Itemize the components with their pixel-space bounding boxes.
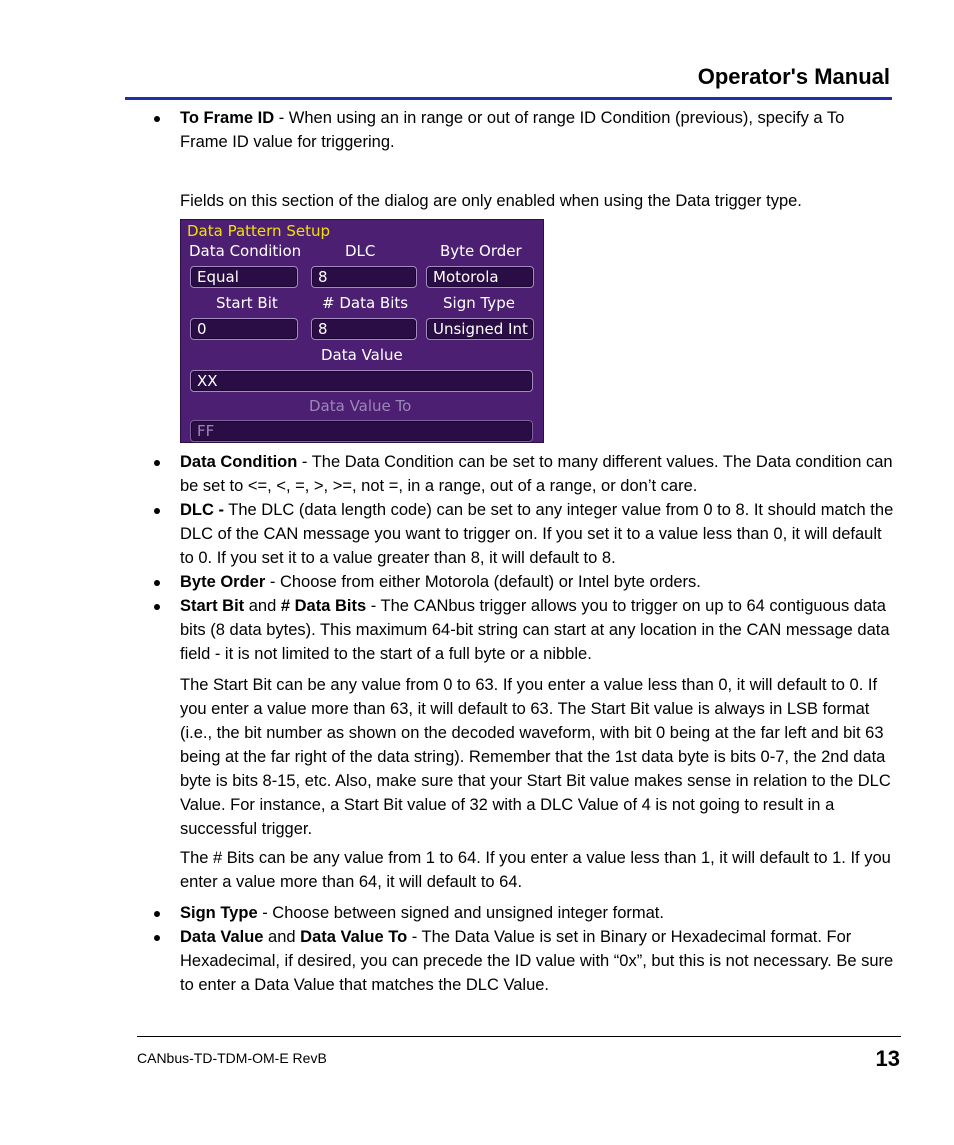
conjunction: and	[263, 928, 301, 946]
start-bit-label: Start Bit	[216, 294, 278, 312]
start-bit-field[interactable]: 0	[190, 318, 298, 340]
term-dlc: DLC -	[180, 501, 224, 519]
term-data-value: Data Value	[180, 928, 264, 946]
intro-bullet-list	[150, 106, 895, 154]
list-item-data-condition	[150, 450, 895, 498]
data-value-to-label: Data Value To	[309, 397, 412, 415]
list-item-byte-order	[150, 570, 895, 594]
data-pattern-setup-dialog	[180, 219, 544, 443]
desc-data-condition: - The Data Condition can be set to many different values. The Data condition can be set to <=, <, =, >, >=, not =, in a range, out of a range, or don’t care.	[180, 453, 893, 495]
field-description-list	[150, 450, 895, 666]
desc-byte-order: - Choose from either Motorola (default) or Intel byte orders.	[265, 573, 701, 591]
dlc-label: DLC	[345, 242, 376, 260]
desc-data-value: - The Data Value is set in Binary or Hexadecimal format. For Hexadecimal, if desired, you can precede the ID value with “0x”, but this is not necessary. Be sure to enter a Data Value that matches the DLC Value.	[180, 928, 894, 994]
data-condition-field[interactable]: Equal	[190, 266, 298, 288]
footer-rule	[137, 1036, 901, 1037]
data-value-label: Data Value	[321, 346, 403, 364]
list-item-to-frame-id	[150, 106, 895, 154]
data-value-field[interactable]: XX	[190, 370, 533, 392]
sign-type-field[interactable]: Unsigned Int	[426, 318, 534, 340]
data-value-to-field[interactable]: FF	[190, 420, 533, 442]
dlc-field[interactable]: 8	[311, 266, 417, 288]
sign-type-label: Sign Type	[443, 294, 515, 312]
header-rule	[125, 97, 892, 100]
dialog-title: Data Pattern Setup	[187, 222, 330, 240]
term-byte-order: Byte Order	[180, 573, 266, 591]
term-to-frame-id: To Frame ID	[180, 109, 275, 127]
header-title: Operator's Manual	[697, 64, 890, 89]
footer-doc-id: CANbus-TD-TDM-OM-E RevB	[137, 1050, 327, 1066]
conjunction: and	[244, 597, 281, 615]
data-bits-label: # Data Bits	[322, 294, 409, 312]
list-item-start-bit	[150, 594, 895, 666]
intro-paragraph: Fields on this section of the dialog are only enabled when using the Data trigger type.	[180, 192, 802, 210]
start-bit-paragraph: The Start Bit can be any value from 0 to 63. If you enter a value less than 0, it will default to 0. If you enter a value more than 63, it will default to 63. The Start Bit value is always in LSB format (i.e., the bit number as shown on the decoded waveform, with bit 0 being at the far left and bit 63 being at the far right of the data string). Remember that the 1st data byte is bits 0-7, the 2nd data byte is bits 8-15, etc. Also, make sure that your Start Bit value makes sense in relation to the DLC Value. For instance, a Start Bit value of 32 with a DLC Value of 4 is not going to result in a successful trigger.	[180, 676, 891, 838]
byte-order-label: Byte Order	[440, 242, 522, 260]
desc-sign-type: - Choose between signed and unsigned integer format.	[257, 904, 664, 922]
term-sign-type: Sign Type	[180, 904, 258, 922]
list-item-sign-type	[150, 901, 895, 925]
term-start-bit: Start Bit	[180, 597, 245, 615]
term-data-condition: Data Condition	[180, 453, 298, 471]
desc-dlc: The DLC (data length code) can be set to any integer value from 0 to 8. It should match the DLC of the CAN message you want to trigger on. If you set it to a value less than 0, it will default to 0. If you set it to a value greater than 8, it will default to 8.	[180, 501, 894, 567]
desc-to-frame-id: - When using an in range or out of range ID Condition (previous), specify a To Frame ID value for triggering.	[180, 109, 845, 151]
field-description-list-2	[150, 901, 895, 997]
bits-paragraph: The # Bits can be any value from 1 to 64. If you enter a value less than 1, it will default to 1. If you enter a value more than 64, it will default to 64.	[180, 849, 891, 891]
list-item-dlc	[150, 498, 895, 570]
list-item-data-value	[150, 925, 895, 997]
data-bits-field[interactable]: 8	[311, 318, 417, 340]
byte-order-field[interactable]: Motorola	[426, 266, 534, 288]
data-condition-label: Data Condition	[189, 242, 302, 260]
term-data-value-to: Data Value To	[300, 928, 408, 946]
term-data-bits: # Data Bits	[280, 597, 367, 615]
page-number: 13	[875, 1046, 900, 1071]
desc-start-bit: - The CANbus trigger allows you to trigger on up to 64 contiguous data bits (8 data bytes). This maximum 64-bit string can start at any location in the CAN message data field - it is not limited to the start of a full byte or a nibble.	[180, 597, 890, 663]
